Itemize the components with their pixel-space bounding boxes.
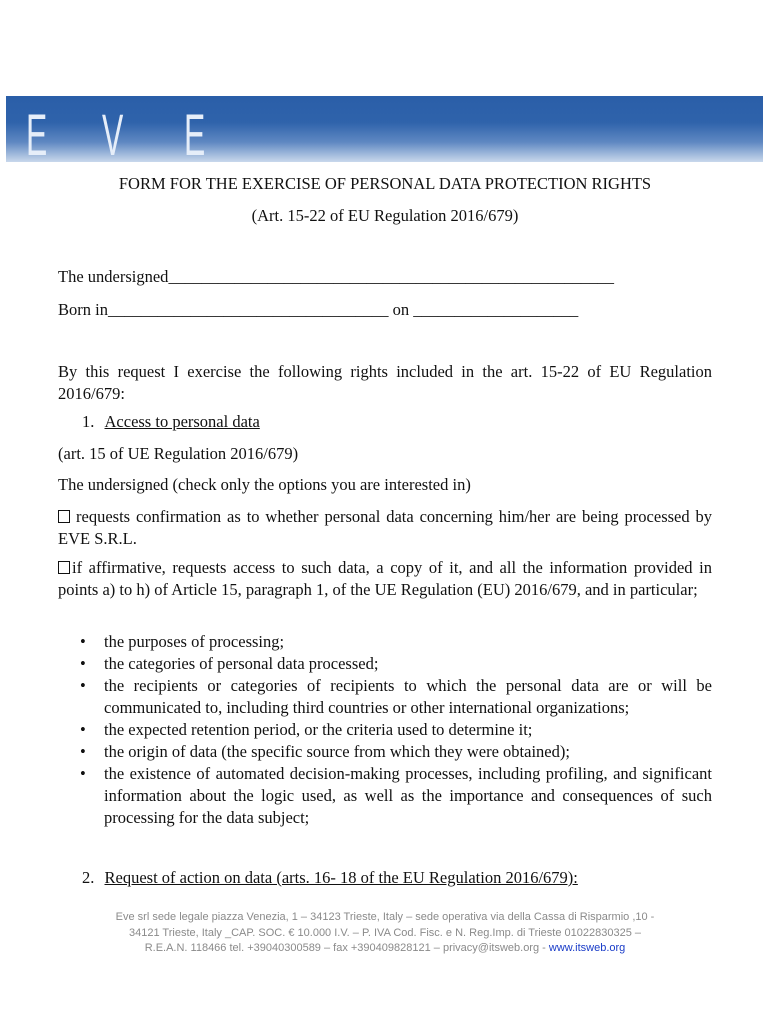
list-item: • the recipients or categories of recipients to which the personal data are or will be communicated to, including third countries or other international organizations; [80,676,712,717]
logo-letter-v: V [102,103,124,162]
section2-title: Request of action on data (arts. 16- 18 of the EU Regulation 2016/679): [104,868,578,887]
section1-number: 1. [82,412,95,431]
footer-line3: R.E.A.N. 118466 tel. +39040300589 – fax +390409828121 – privacy@itsweb.org - www.itsweb.org [144,942,626,954]
option1-text: requests confirmation as to whether personal data concerning him/her are being processed by EVE S.R.L. [58,507,712,548]
footer-line2: 34121 Trieste, Italy _CAP. SOC. € 10.000 I.V. – P. IVA Cod. Fisc. e N. Reg.Imp. di Trieste 01022830325 – [128,926,641,939]
section1-instruction: The undersigned (check only the options you are interested in) [58,475,471,494]
undersigned-label: The undersigned [58,267,169,286]
section2-number: 2. [82,868,95,887]
header-banner [6,96,763,162]
section1-title: Access to personal data [104,412,260,431]
logo-letter-e1: E [26,103,48,162]
born-line [58,300,578,320]
option1-checkbox[interactable] [58,510,70,523]
on-label: on [392,300,410,319]
undersigned-line [58,267,614,287]
born-label: Born in [58,300,108,319]
list-item: • the categories of personal data processed; [80,654,379,673]
list-item: • the purposes of processing; [80,632,285,651]
list-item: • the expected retention period, or the criteria used to determine it; [80,720,533,739]
born-place-field[interactable]: __________________________________ [107,300,389,319]
option2-row [58,557,712,601]
form-subtitle: (Art. 15-22 of EU Regulation 2016/679) [251,206,519,225]
page-footer [40,910,730,957]
logo-letter-e2: E [184,103,206,162]
option2-checkbox[interactable] [58,561,70,574]
birth-date-field[interactable]: ____________________ [413,300,579,319]
section2-heading [82,868,578,888]
website-link[interactable]: www.itsweb.org [548,942,626,954]
footer-line1: Eve srl sede legale piazza Venezia, 1 – 34123 Trieste, Italy – sede operativa via della Cassa di Risparmio ,10 - [115,911,655,923]
undersigned-field[interactable]: ______________________________________________________ [168,267,614,286]
list-item: • the existence of automated decision-making processes, including profiling, and significant information about the logic used, as well as the importance and consequences of such processing for the data subject; [80,764,712,827]
section1-reference: (art. 15 of UE Regulation 2016/679) [58,444,299,463]
intro-paragraph: By this request I exercise the following rights included in the art. 15-22 of EU Regulation 2016/679: [58,362,712,403]
section1-heading [82,412,260,432]
option1-row [58,506,712,550]
list-item: • the origin of data (the specific source from which they were obtained); [80,742,570,761]
form-title: FORM FOR THE EXERCISE OF PERSONAL DATA PROTECTION RIGHTS [118,174,652,193]
option2-text: if affirmative, requests access to such data, a copy of it, and all the information provided in points a) to h) of Article 15, paragraph 1, of the UE Regulation (EU) 2016/679, and in particular; [58,558,712,599]
purposes-list [78,631,712,829]
